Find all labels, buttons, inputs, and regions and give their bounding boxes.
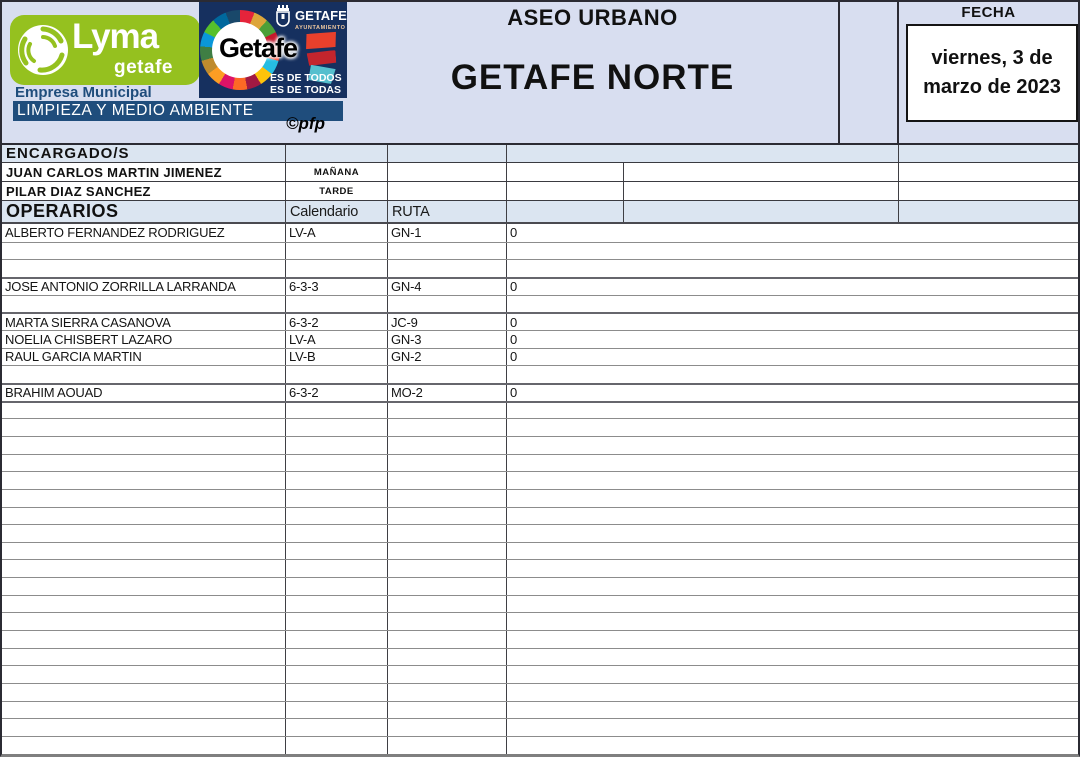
empty-row: [2, 718, 1078, 736]
empty-cell: [286, 145, 388, 162]
empty-row: [2, 595, 1078, 613]
lyma-wordmark: Lyma: [72, 17, 159, 56]
operario-row: [2, 348, 1078, 366]
empresa-municipal-label: Empresa Municipal: [15, 84, 152, 101]
valor-cell: [507, 260, 1078, 277]
empty-row: [2, 489, 1078, 507]
valor-cell: [507, 437, 1078, 454]
encargado-name: JUAN CARLOS MARTIN JIMENEZ: [2, 163, 286, 181]
calendario-value: [286, 243, 388, 260]
operario-name: [2, 737, 286, 754]
ruta-value: [388, 260, 507, 277]
valor-cell: 0: [510, 385, 518, 401]
empty-row: [2, 454, 1078, 472]
empty-row: [2, 259, 1078, 277]
empty-row: [2, 295, 1078, 313]
calendario-value: 6-3-2: [286, 385, 388, 401]
sheet-header: [2, 2, 1078, 145]
operario-row: [2, 383, 1078, 401]
operarios-header-row: [2, 201, 1078, 224]
valor-cell: 0: [510, 279, 518, 295]
empty-cell: [624, 201, 899, 222]
operario-name: [2, 649, 286, 666]
ruta-value: [388, 366, 507, 383]
valor-cell: [507, 596, 1078, 613]
calendario-value: LV-A: [286, 224, 388, 242]
ruta-value: MO-2: [388, 385, 507, 401]
operario-name: [2, 437, 286, 454]
calendario-value: [286, 490, 388, 507]
operario-name: RAUL GARCIA MARTIN: [2, 349, 286, 366]
valor-cell: [507, 560, 1078, 577]
ruta-value: [388, 543, 507, 560]
title-block: [347, 2, 838, 143]
valor-cell: [507, 666, 1078, 683]
empty-cell: [507, 182, 624, 200]
operarios-rows: [2, 224, 1078, 754]
calendario-value: [286, 666, 388, 683]
ayuntamiento-label: [295, 9, 347, 35]
operario-name: [2, 631, 286, 648]
ruta-value: [388, 296, 507, 313]
pfp-copyright: ©pfp: [286, 114, 325, 133]
valor-cell: [507, 578, 1078, 595]
valor-cell: 0: [510, 225, 518, 241]
ruta-value: [388, 437, 507, 454]
empty-cell: [899, 201, 1078, 222]
calendario-value: [286, 684, 388, 701]
calendario-value: [286, 737, 388, 754]
ruta-value: GN-3: [388, 331, 507, 348]
calendario-value: [286, 543, 388, 560]
operario-name: [2, 260, 286, 277]
fecha-line1: viernes, 3 de: [931, 47, 1053, 69]
calendario-value: [286, 403, 388, 419]
empty-row: [2, 524, 1078, 542]
valor-cell: [507, 525, 1078, 542]
valor-cell: [507, 649, 1078, 666]
ayuntamiento-crest-icon: [274, 5, 292, 27]
calendario-value: [286, 702, 388, 719]
empty-cell: [388, 163, 507, 181]
operario-name: [2, 578, 286, 595]
empty-row: [2, 683, 1078, 701]
slogan-line2: ES DE TODAS: [270, 84, 341, 96]
empty-row: [2, 436, 1078, 454]
operario-name: JOSE ANTONIO ZORRILLA LARRANDA: [2, 279, 286, 295]
ruta-value: [388, 455, 507, 472]
ruta-value: [388, 684, 507, 701]
empty-row: [2, 542, 1078, 560]
ruta-value: [388, 472, 507, 489]
operario-name: [2, 243, 286, 260]
operario-name: [2, 560, 286, 577]
empty-row: [2, 648, 1078, 666]
valor-cell: [507, 403, 1078, 419]
ruta-value: [388, 649, 507, 666]
ruta-value: [388, 578, 507, 595]
empty-cell: [388, 182, 507, 200]
operario-row: [2, 277, 1078, 295]
operario-name: [2, 403, 286, 419]
empty-row: [2, 701, 1078, 719]
operario-name: [2, 666, 286, 683]
ruta-column-header: RUTA: [388, 201, 507, 222]
ayuntamiento-line1: GETAFE: [295, 8, 347, 23]
calendario-value: [286, 596, 388, 613]
ruta-value: GN-1: [388, 224, 507, 242]
operario-name: [2, 508, 286, 525]
empty-row: [2, 365, 1078, 383]
ruta-value: [388, 631, 507, 648]
calendario-value: [286, 437, 388, 454]
fecha-value-box: [906, 24, 1078, 122]
calendario-column-header: Calendario: [286, 201, 388, 222]
ruta-value: [388, 702, 507, 719]
empty-row: [2, 401, 1078, 419]
empty-row: [2, 559, 1078, 577]
calendario-value: [286, 719, 388, 736]
empty-row: [2, 577, 1078, 595]
operario-name: [2, 525, 286, 542]
ruta-value: JC-9: [388, 314, 507, 330]
fecha-label: FECHA: [961, 4, 1016, 21]
empty-row: [2, 242, 1078, 260]
valor-cell: [507, 296, 1078, 313]
calendario-value: [286, 578, 388, 595]
calendario-value: [286, 631, 388, 648]
operario-name: ALBERTO FERNANDEZ RODRIGUEZ: [2, 224, 286, 242]
valor-cell: 0: [510, 314, 518, 330]
encargado-name: PILAR DIAZ SANCHEZ: [2, 182, 286, 200]
empty-cell: [624, 163, 899, 181]
ruta-value: GN-4: [388, 279, 507, 295]
empty-cell: [899, 182, 1078, 200]
operario-name: [2, 472, 286, 489]
ruta-value: [388, 719, 507, 736]
valor-cell: [507, 543, 1078, 560]
ruta-value: [388, 403, 507, 419]
valor-cell: [507, 472, 1078, 489]
ruta-value: [388, 419, 507, 436]
ruta-value: [388, 666, 507, 683]
operario-row: [2, 330, 1078, 348]
empty-cell: [388, 145, 507, 162]
lyma-getafe-label: getafe: [114, 57, 173, 78]
calendario-value: [286, 472, 388, 489]
operario-name: [2, 543, 286, 560]
empty-row: [2, 736, 1078, 754]
operario-name: [2, 702, 286, 719]
ruta-value: GN-2: [388, 349, 507, 366]
empty-row: [2, 630, 1078, 648]
operario-row: [2, 224, 1078, 242]
operario-name: [2, 596, 286, 613]
calendario-value: [286, 525, 388, 542]
calendario-value: [286, 649, 388, 666]
valor-cell: 0: [510, 349, 518, 365]
valor-cell: [507, 508, 1078, 525]
operario-name: [2, 296, 286, 313]
encargados-label: ENCARGADO/S: [2, 145, 286, 162]
empty-cell: [507, 145, 899, 162]
empty-row: [2, 665, 1078, 683]
empty-cell: [507, 201, 624, 222]
calendario-value: [286, 560, 388, 577]
valor-cell: [507, 455, 1078, 472]
calendario-value: 6-3-2: [286, 314, 388, 330]
valor-cell: 0: [510, 331, 518, 347]
ruta-value: [388, 737, 507, 754]
empty-row: [2, 418, 1078, 436]
empty-cell: [899, 163, 1078, 181]
calendario-value: LV-A: [286, 331, 388, 348]
valor-cell: [507, 719, 1078, 736]
valor-cell: [507, 366, 1078, 383]
valor-cell: [507, 490, 1078, 507]
ruta-value: [388, 560, 507, 577]
valor-cell: [507, 613, 1078, 630]
operario-name: [2, 613, 286, 630]
ruta-value: [388, 508, 507, 525]
operario-name: [2, 419, 286, 436]
operario-row: [2, 312, 1078, 330]
ruta-value: [388, 613, 507, 630]
getafe-slogan: [270, 72, 344, 96]
page-title: GETAFE NORTE: [450, 58, 735, 97]
ruta-value: [388, 596, 507, 613]
header-divider: [838, 2, 840, 143]
calendario-value: [286, 455, 388, 472]
page-subtitle: ASEO URBANO: [507, 5, 678, 30]
roster-table: [2, 145, 1078, 754]
empty-row: [2, 471, 1078, 489]
ruta-value: [388, 490, 507, 507]
lyma-logo: [10, 15, 200, 85]
limpieza-bar: LIMPIEZA Y MEDIO AMBIENTE: [13, 101, 343, 121]
operarios-label: OPERARIOS: [2, 201, 286, 222]
empty-row: [2, 507, 1078, 525]
operario-name: MARTA SIERRA CASANOVA: [2, 314, 286, 330]
valor-cell: [507, 737, 1078, 754]
ruta-value: [388, 243, 507, 260]
operario-name: BRAHIM AOUAD: [2, 385, 286, 401]
encargado-row: [2, 163, 1078, 182]
operario-name: [2, 684, 286, 701]
operario-name: [2, 490, 286, 507]
empty-cell: [624, 182, 899, 200]
header-divider: [897, 2, 899, 143]
empty-cell: [899, 145, 1078, 162]
encargado-row: [2, 182, 1078, 201]
calendario-value: LV-B: [286, 349, 388, 366]
getafe-wordmark: Getafe: [218, 33, 298, 63]
turno-label: TARDE: [286, 182, 388, 200]
calendario-value: [286, 613, 388, 630]
empty-row: [2, 612, 1078, 630]
valor-cell: [507, 702, 1078, 719]
slogan-line1: ES DE TODOS: [270, 72, 342, 84]
ruta-value: [388, 525, 507, 542]
operario-name: [2, 366, 286, 383]
valor-cell: [507, 243, 1078, 260]
fecha-line2: marzo de 2023: [923, 76, 1061, 98]
operario-name: [2, 455, 286, 472]
turno-label: MAÑANA: [286, 163, 388, 181]
valor-cell: [507, 631, 1078, 648]
valor-cell: [507, 419, 1078, 436]
operario-name: NOELIA CHISBERT LAZARO: [2, 331, 286, 348]
calendario-value: [286, 366, 388, 383]
ayuntamiento-line2: AYUNTAMIENTO: [295, 25, 346, 31]
calendario-value: [286, 296, 388, 313]
calendario-value: [286, 260, 388, 277]
operario-name: [2, 719, 286, 736]
empty-cell: [507, 163, 624, 181]
valor-cell: [507, 684, 1078, 701]
calendario-value: [286, 508, 388, 525]
calendario-value: 6-3-3: [286, 279, 388, 295]
lyma-swirl-icon: [14, 21, 72, 79]
encargados-header-row: [2, 145, 1078, 163]
calendario-value: [286, 419, 388, 436]
